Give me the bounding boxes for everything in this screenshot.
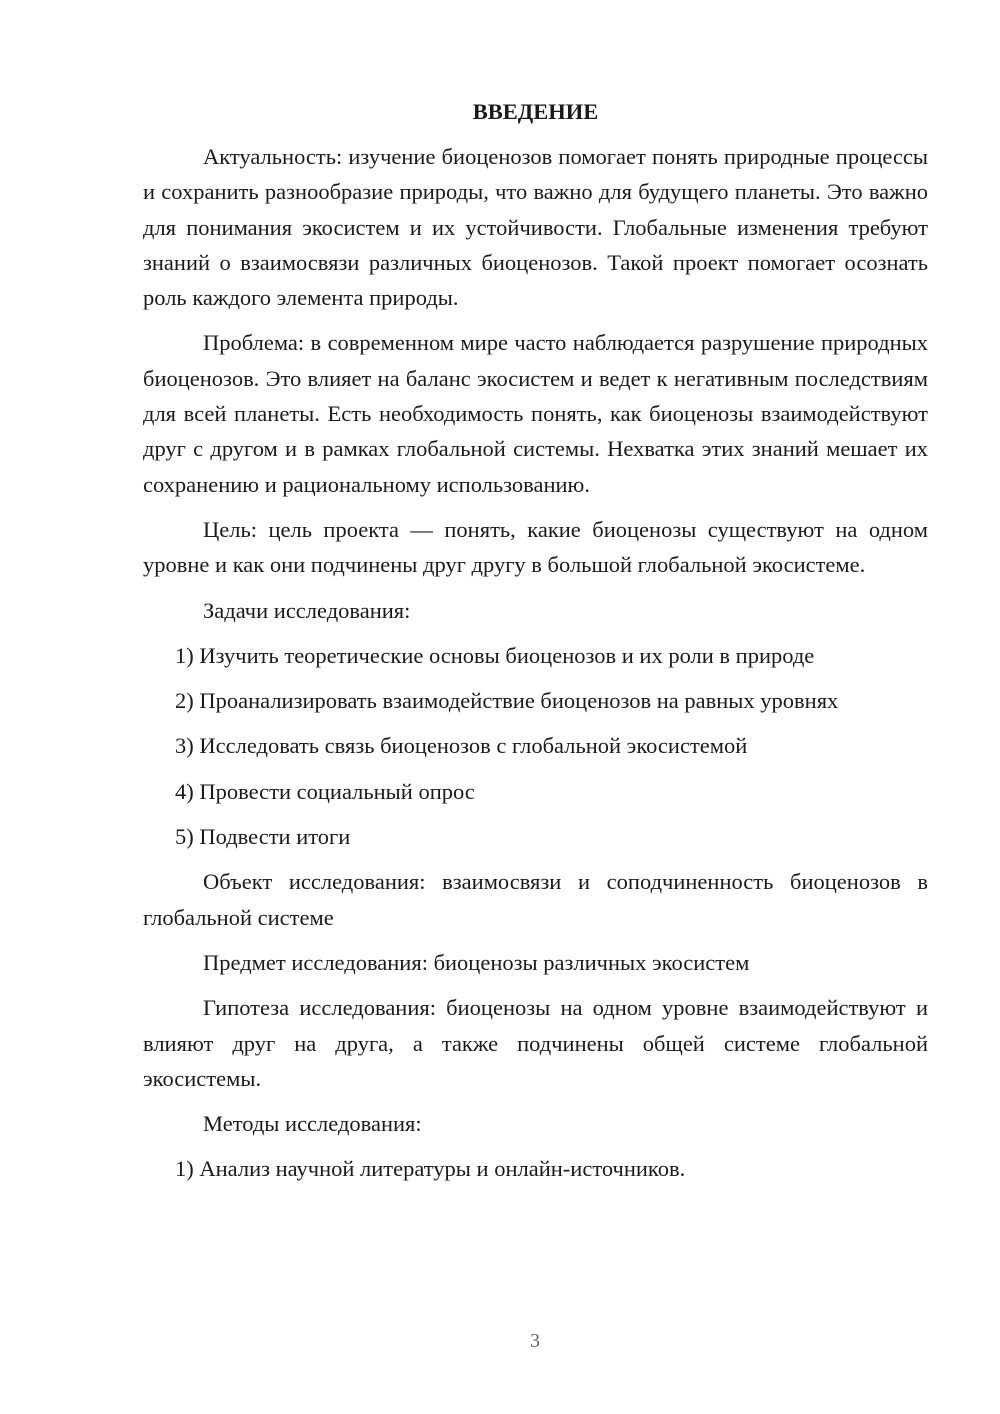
page-title: ВВЕДЕНИЕ [472,99,599,124]
tasks-heading: Задачи исследования: [203,597,411,623]
task-item-3: 3) Исследовать связь биоценозов с глобальной экосистемой [175,733,748,759]
page-content [143,94,928,1197]
task-item-2: 2) Проанализировать взаимодействие биоценозов на равных уровнях [175,688,839,714]
method-item-1: 1) Анализ научной литературы и онлайн-источников. [175,1156,686,1182]
relevance-paragraph: Актуальность: изучение биоценозов помогает понять природные процессы и сохранить разнообразие природы, что важно для будущего планеты. Это важно для понимания экосистем и их устойчивости. Глобальные изменения требуют знаний о взаимосвязи различных биоценозов. Такой проект помогает осознать роль каждого элемента природы. [143,144,928,311]
methods-heading: Методы исследования: [203,1111,422,1137]
problem-paragraph: Проблема: в современном мире часто наблюдается разрушение природных биоценозов. Это влияет на баланс экосистем и ведет к негативным последствиям для всей планеты. Есть необходимость понять, как биоценозы взаимодействуют друг с другом и в рамках глобальной системы. Нехватка этих знаний мешает их сохранению и рациональному использованию. [143,330,928,497]
goal-paragraph: Цель: цель проекта — понять, какие биоценозы существуют на одном уровне и как они подчинены друг другу в большой глобальной экосистеме. [143,516,928,578]
page-number: 3 [530,1330,540,1352]
task-item-4: 4) Провести социальный опрос [175,778,475,804]
task-item-1: 1) Изучить теоретические основы биоценозов и их роли в природе [175,642,815,668]
tasks-list [143,638,928,854]
task-item-5: 5) Подвести итоги [175,824,351,850]
subject-paragraph: Предмет исследования: биоценозы различных экосистем [203,949,750,975]
object-paragraph: Объект исследования: взаимосвязи и соподчиненность биоценозов в глобальной системе [143,869,928,930]
hypothesis-paragraph: Гипотеза исследования: биоценозы на одном уровне взаимодействуют и влияют друг на друга, а также подчинены общей системе глобальной экосистемы. [143,995,928,1091]
methods-list [143,1151,928,1186]
